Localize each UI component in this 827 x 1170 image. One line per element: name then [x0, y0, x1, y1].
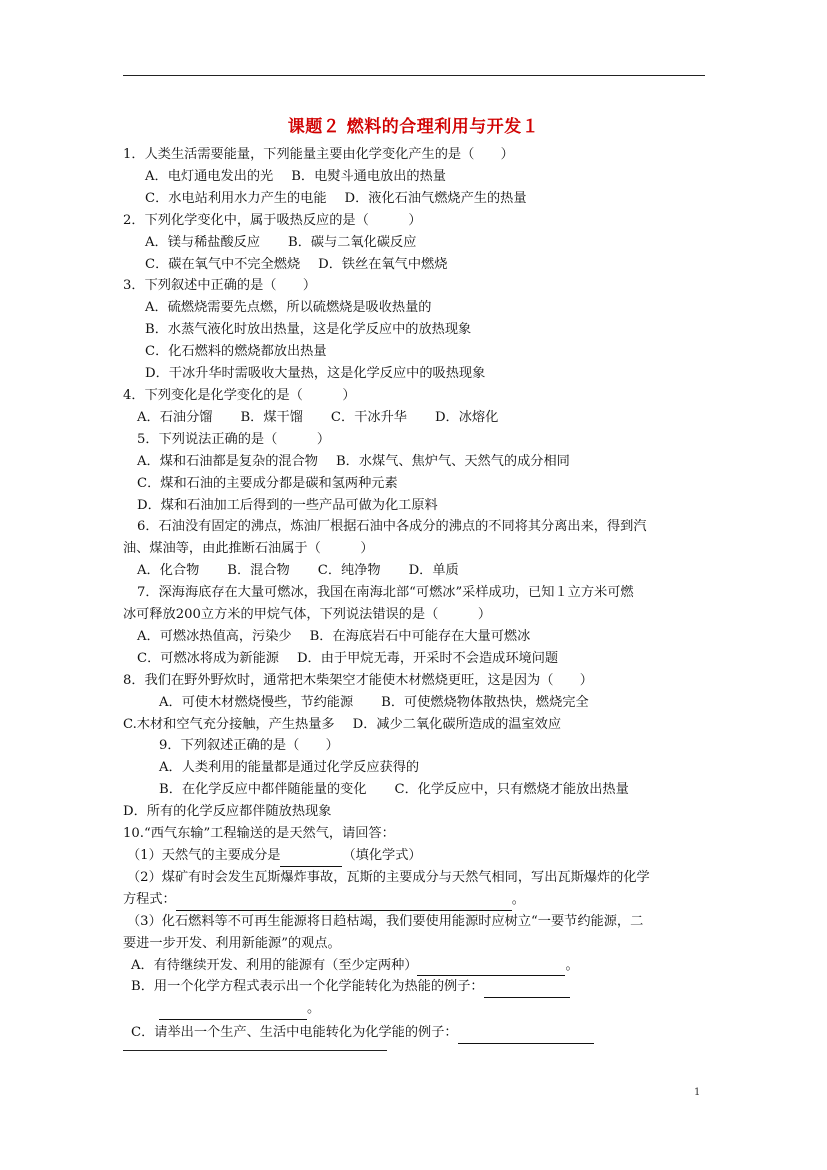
- question-3-option-c: C．化石燃料的燃烧都放出热量: [145, 344, 327, 360]
- page-title: 课题２ 燃料的合理利用与开发１: [287, 117, 540, 137]
- sub-b-period: 。: [307, 1001, 321, 1017]
- question-10-part-2-line-2: [123, 889, 713, 911]
- option-c: C．化学反应中，只有燃烧才能放出热量: [394, 782, 629, 798]
- question-list: [123, 144, 713, 1044]
- question-10-sub-c: [123, 1022, 713, 1044]
- question-4-options: [123, 407, 713, 429]
- option-b: B．混合物: [227, 563, 290, 579]
- option-b: B．在海底岩石中可能存在大量可燃冰: [309, 628, 531, 644]
- answer-blank-a[interactable]: [417, 960, 565, 976]
- question-8-options-cd: [123, 714, 713, 736]
- answer-blank-c[interactable]: [458, 1028, 594, 1044]
- question-5-options-ab: [123, 451, 713, 473]
- question-10-sub-a: [123, 955, 713, 977]
- question-3-option-d: D．干冰升华时需吸收大量热，这是化学反应中的吸热现象: [145, 366, 486, 382]
- option-b: B．电熨斗通电放出的热量: [291, 168, 446, 184]
- sub-c-prompt: C．请举出一个生产、生活中电能转化为化学能的例子：: [131, 1025, 458, 1041]
- question-8-stem: 8．我们在野外野炊时，通常把木柴架空才能使木材燃烧更旺，这是因为（ ）: [123, 672, 593, 688]
- question-6-options: [123, 560, 713, 582]
- question-4-stem: 4．下列变化是化学变化的是（ ）: [123, 387, 356, 403]
- question-9-stem: 9．下列叙述正确的是（ ）: [159, 738, 339, 754]
- part-2-prompt: 方程式：: [123, 891, 176, 907]
- question-10-part-3-line-2: 要进一步开发、利用新能源”的观点。: [123, 935, 341, 951]
- sub-a-period: 。: [565, 957, 579, 973]
- footnote-rule: [123, 1050, 387, 1051]
- option-c: C．碳在氧气中不完全燃烧: [145, 256, 301, 272]
- question-10-sub-b-line-2: [123, 998, 713, 1020]
- option-b: B．可使燃烧物体散热快，燃烧完全: [381, 694, 589, 710]
- answer-blank-2[interactable]: [176, 895, 512, 911]
- option-a: A．可燃冰热值高，污染少: [137, 628, 292, 644]
- question-7-stem-line-1: 7．深海海底存在大量可燃冰，我国在南海北部“可燃冰”采样成功，已知１立方米可燃: [137, 585, 634, 601]
- answer-blank-b-1[interactable]: [484, 982, 570, 998]
- option-d: D．液化石油气燃烧产生的热量: [344, 190, 527, 206]
- question-5-option-d: D．煤和石油加工后得到的一些产品可做为化工原料: [137, 497, 438, 513]
- question-9-option-d: D．所有的化学反应都伴随放热现象: [123, 804, 332, 820]
- question-5-stem: 5．下列说法正确的是（ ）: [137, 431, 331, 447]
- question-2-options-ab: [123, 232, 713, 254]
- option-d: D．铁丝在氧气中燃烧: [318, 256, 448, 272]
- option-a: A．电灯通电发出的光: [145, 168, 274, 184]
- question-1-options-ab: [123, 166, 713, 188]
- header-rule: [123, 75, 705, 76]
- question-9-option-a: A．人类利用的能量都是通过化学反应获得的: [159, 760, 420, 776]
- question-8-options-ab: [123, 692, 713, 714]
- option-c: C．可燃冰将成为新能源: [137, 650, 279, 666]
- question-3-stem: 3．下列叙述中正确的是（ ）: [123, 278, 317, 294]
- option-d: D．由于甲烷无毒，开采时不会造成环境问题: [296, 650, 559, 666]
- option-a: A．石油分馏: [137, 409, 213, 425]
- question-7-options-ab: [123, 626, 713, 648]
- question-3-option-a: A．硫燃烧需要先点燃，所以硫燃烧是吸收热量的: [145, 300, 432, 316]
- option-d: D．单质: [408, 563, 459, 579]
- option-d: D．冰熔化: [434, 409, 499, 425]
- option-b: B．煤干馏: [240, 409, 303, 425]
- part-1-prompt: （1）天然气的主要成分是: [127, 848, 281, 863]
- question-7-options-cd: [123, 648, 713, 670]
- question-3-option-b: B．水蒸气液化时放出热量，这是化学反应中的放热现象: [145, 322, 472, 338]
- page-number: 1: [694, 1087, 701, 1098]
- question-1-options-cd: [123, 188, 713, 210]
- question-10-stem: 10.“西气东输”工程输送的是天然气，请回答：: [123, 826, 395, 842]
- option-b: B．碳与二氧化碳反应: [288, 234, 417, 250]
- part-1-hint: （填化学式）: [342, 848, 422, 863]
- option-c: C．干冰升华: [330, 409, 407, 425]
- option-a: A．可使木材燃烧慢些，节约能源: [159, 694, 354, 710]
- option-c: C．纯净物: [317, 563, 381, 579]
- question-1-stem: 1．人类生活需要能量，下列能量主要由化学变化产生的是（ ）: [123, 147, 514, 162]
- option-a: A．煤和石油都是复杂的混合物: [137, 453, 318, 469]
- question-10-sub-b: [123, 976, 713, 998]
- answer-blank-1[interactable]: [280, 851, 342, 867]
- question-2-stem: 2．下列化学变化中，属于吸热反应的是（ ）: [123, 212, 422, 228]
- question-10-part-3-line-1: （3）化石燃料等不可再生能源将日趋枯竭，我们要使用能源时应树立“一要节约能源，二: [127, 913, 644, 929]
- option-b: B．水煤气、焦炉气、天然气的成分相同: [335, 453, 570, 469]
- question-5-option-c: C．煤和石油的主要成分都是碳和氢两种元素: [137, 475, 398, 491]
- option-c: C．水电站利用水力产生的电能: [145, 190, 327, 206]
- option-c: C.木材和空气充分接触，产生热量多: [123, 716, 335, 732]
- option-b: B．在化学反应中都伴随能量的变化: [159, 782, 367, 798]
- question-7-stem-line-2: 冰可释放200立方米的甲烷气体，下列说法错误的是（ ）: [123, 607, 492, 623]
- option-d: D．减少二氧化碳所造成的温室效应: [352, 716, 562, 732]
- sub-b-prompt: B．用一个化学方程式表示出一个化学能转化为热能的例子：: [131, 979, 484, 995]
- option-a: A．镁与稀盐酸反应: [145, 234, 261, 250]
- question-9-options-bc: [123, 779, 713, 801]
- sub-a-prompt: A．有待继续开发、利用的能源有（至少定两种）: [131, 957, 418, 973]
- question-10-part-1: [123, 845, 713, 867]
- part-2-period: 。: [511, 891, 525, 907]
- option-a: A．化合物: [137, 563, 200, 579]
- question-10-part-2-line-1: （2）煤矿有时会发生瓦斯爆炸事故，瓦斯的主要成分与天然气相同，写出瓦斯爆炸的化学: [127, 869, 650, 885]
- question-6-stem-line-1: 6．石油没有固定的沸点，炼油厂根据石油中各成分的沸点的不同将其分离出来，得到汽: [137, 519, 647, 535]
- question-6-stem-line-2: 油、煤油等，由此推断石油属于（ ）: [123, 541, 374, 557]
- question-2-options-cd: [123, 254, 713, 276]
- answer-blank-b-2[interactable]: [159, 1004, 307, 1020]
